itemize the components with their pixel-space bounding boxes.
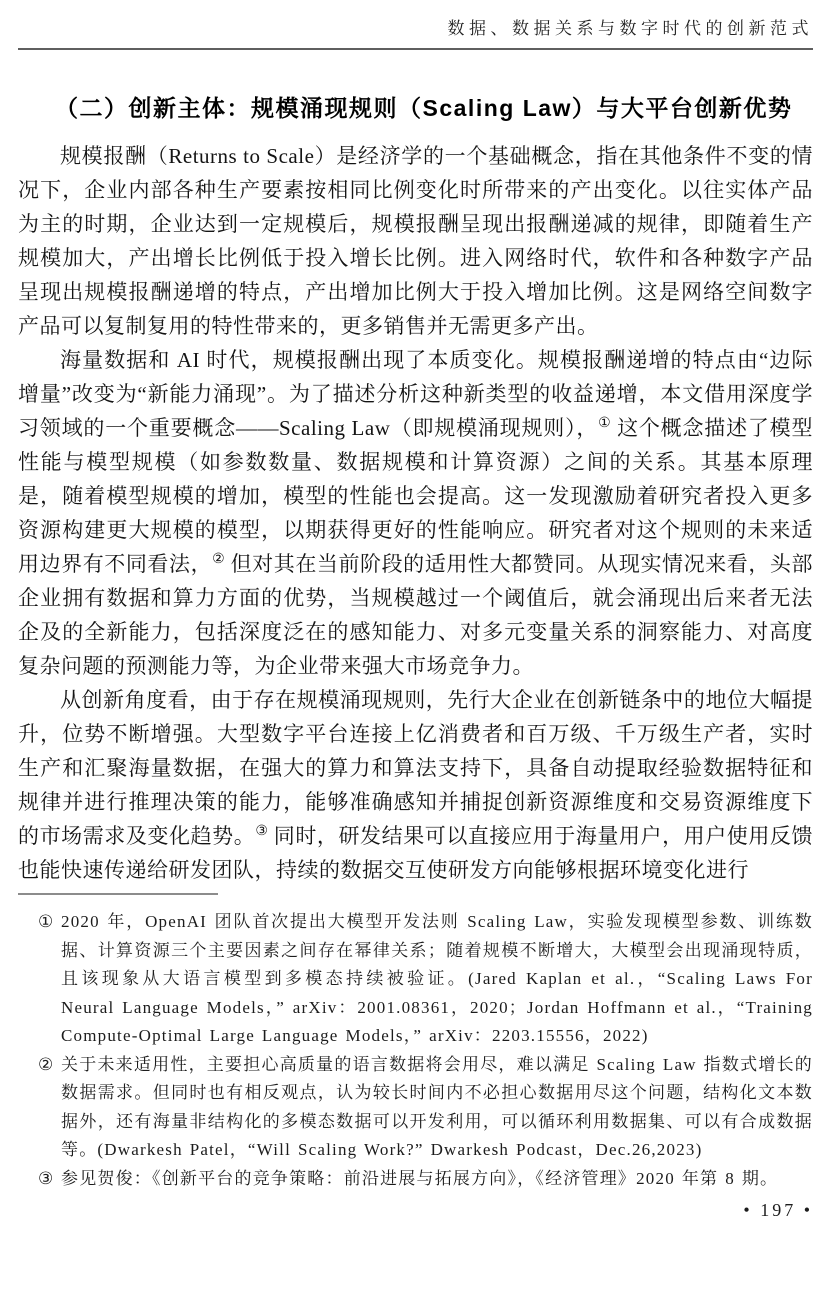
footnote-item: [38, 1051, 813, 1165]
paragraph: 从创新角度看，由于存在规模涌现规则，先行大企业在创新链条中的地位大幅提升，位势不断增强。大型数字平台连接上亿消费者和百万级、千万级生产者，实时生产和汇聚海量数据，在强大的算力和算法支持下，具备自动提取经验数据特征和规律并进行推理决策的能力，能够准确感知并捕捉创新资源维度和交易资源维度下的市场需求及变化趋势。③ 同时，研发结果可以直接应用于海量用户，用户使用反馈也能快速传递给研发团队，持续的数据交互使研发方向能够根据环境变化进行: [18, 688, 814, 882]
footnote-item: [38, 1165, 813, 1194]
footnote-ref: ③: [255, 824, 268, 839]
footnote-text: 参见贺俊：《创新平台的竞争策略：前沿进展与拓展方向》，《经济管理》2020 年第 8 期。: [61, 1168, 779, 1188]
footnotes-block: [18, 908, 813, 1193]
page-footer: [18, 893, 813, 1221]
page-content: [18, 90, 813, 887]
paragraph: 规模报酬（Returns to Scale）是经济学的一个基础概念，指在其他条件不变的情况下，企业内部各种生产要素按相同比例变化时所带来的产出变化。以往实体产品为主的时期，企业达到一定规模后，规模报酬呈现出报酬递减的规律，即随着生产规模加大，产出增长比例低于投入增长比例。进入网络时代，软件和各种数字产品呈现出规模报酬递增的特点，产出增加比例大于投入增加比例。这是网络空间数字产品可以复制复用的特性带来的，更多销售并无需更多产出。: [18, 144, 813, 338]
body-paragraphs: [18, 139, 813, 887]
footnote-text: 2020 年，OpenAI 团队首次提出大模型开发法则 Scaling Law，实验发现模型参数、训练数据、计算资源三个主要因素之间存在幂律关系；随着规模不断增大，大模型会出现涌现特质，且该现象从大语言模型到多模态持续被验证。(Jared Kaplan et al.，“Scaling Laws For Neural Language Models，” arXiv：2001.08361，2020；Jordan Hoffmann et al.，“Training Compute-Optimal Large Language Models，” arXiv：2203.15556，2022): [61, 912, 813, 1045]
running-header: [18, 0, 813, 50]
footnote-ref: ②: [212, 552, 225, 567]
footnote-text: 关于未来适用性，主要担心高质量的语言数据将会用尽，难以满足 Scaling Law 指数式增长的数据需求。但同时也有相反观点，认为较长时间内不必担心数据用尽这个问题，结构化文本数据外，还有海量非结构化的多模态数据可以开发利用，可以循环利用数据集、可以有合成数据等。(Dwarkesh Patel，“Will Scaling Work?” Dwarkesh Podcast，Dec.26,2023): [61, 1054, 813, 1159]
running-header-title: 数据、数据关系与数字时代的创新范式: [447, 19, 813, 39]
footnote-marker: ①: [38, 912, 55, 931]
footnote-marker: ③: [38, 1168, 55, 1188]
footnote-item: [38, 908, 813, 1051]
page-number: • 197 •: [743, 1200, 813, 1220]
footnote-ref: ①: [598, 416, 612, 431]
section-heading: （二）创新主体：规模涌现规则（Scaling Law）与大平台创新优势: [55, 95, 793, 121]
paragraph: 海量数据和 AI 时代，规模报酬出现了本质变化。规模报酬递增的特点由“边际增量”改变为“新能力涌现”。为了描述分析这种新类型的收益递增，本文借用深度学习领域的一个重要概念——Scaling Law（即规模涌现规则），① 这个概念描述了模型性能与模型规模（如参数数量、数据规模和计算资源）之间的关系。其基本原理是，随着模型规模的增加，模型的性能也会提高。这一发现激励着研究者投入更多资源构建更大规模的模型，以期获得更好的性能响应。研究者对这个规则的未来适用边界有不同看法，② 但对其在当前阶段的适用性大都赞同。从现实情况来看，头部企业拥有数据和算力方面的优势，当规模越过一个阈值后，就会涌现出后来者无法企及的全新能力，包括深度泛在的感知能力、对多元变量关系的洞察能力、对高度复杂问题的预测能力等，为企业带来强大市场竞争力。: [18, 348, 813, 678]
footnote-marker: ②: [38, 1054, 55, 1074]
footnote-separator: [18, 893, 218, 895]
